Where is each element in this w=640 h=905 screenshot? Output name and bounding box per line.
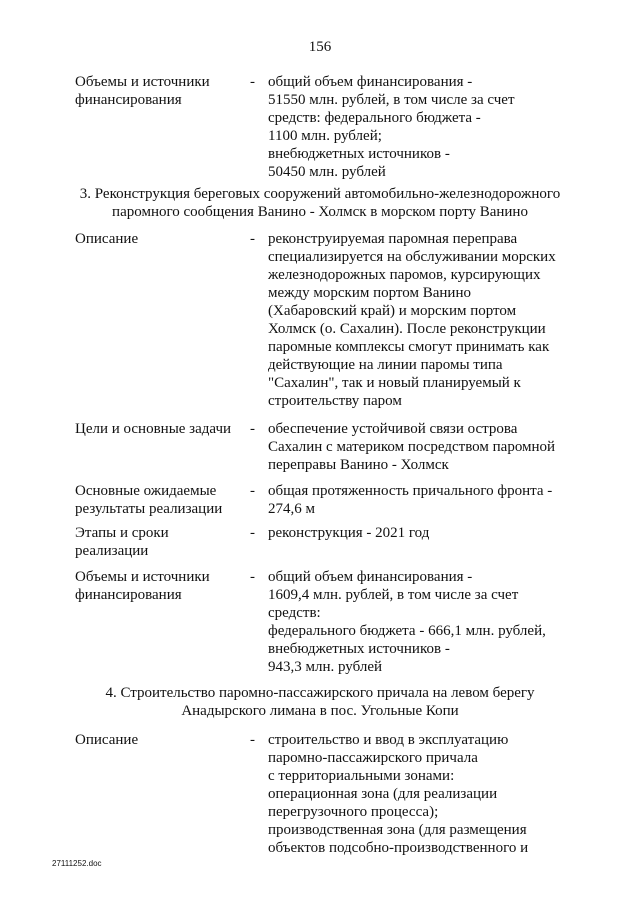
row-dash: - (250, 74, 255, 90)
label-line: реализации (75, 543, 149, 559)
row-value (268, 73, 575, 181)
label-line: Объемы и источники (75, 569, 210, 585)
document-filename: 27111252.doc (52, 859, 102, 868)
row-dash: - (250, 231, 255, 247)
financing-row (75, 568, 575, 676)
row-label (75, 524, 250, 560)
value-line: обеспечение устойчивой связи острова (268, 421, 518, 437)
value-line: реконструируемая паромная переправа (268, 231, 518, 247)
heading-line: паромного сообщения Ванино - Холмск в морском порту Ванино (112, 204, 528, 220)
row-label (75, 73, 250, 109)
value-line: "Сахалин", так и новый планируемый к (268, 375, 521, 391)
value-line: строительство и ввод в эксплуатацию (268, 732, 509, 748)
value-line: строительству паром (268, 393, 402, 409)
value-line: объектов подсобно-производственного и (268, 840, 529, 856)
row-value (268, 420, 575, 474)
description-row (75, 230, 575, 410)
row-label (75, 420, 250, 438)
value-line: 943,3 млн. рублей (268, 659, 383, 675)
goals-row (75, 420, 575, 474)
row-dash: - (250, 569, 255, 585)
value-line: перегрузочного процесса); (268, 804, 439, 820)
label-line: Этапы и сроки (75, 525, 169, 541)
stages-row (75, 524, 575, 560)
value-line: общий объем финансирования - (268, 569, 473, 585)
value-line: внебюджетных источников - (268, 641, 450, 657)
row-value (268, 524, 575, 542)
label-line: финансирования (75, 587, 182, 603)
value-line: переправы Ванино - Холмск (268, 457, 449, 473)
label-line: Описание (75, 231, 139, 247)
value-line: с территориальными зонами: (268, 768, 455, 784)
row-label (75, 731, 250, 749)
row-dash: - (250, 525, 255, 541)
value-line: операционная зона (для реализации (268, 786, 498, 802)
value-line: общая протяженность причального фронта - (268, 483, 553, 499)
label-line: Цели и основные задачи (75, 421, 232, 437)
heading-line: 4. Строительство паромно-пассажирского причала на левом берегу (105, 685, 535, 701)
value-line: 1100 млн. рублей; (268, 128, 382, 144)
label-line: результаты реализации (75, 501, 223, 517)
value-line: общий объем финансирования - (268, 74, 473, 90)
value-line: паромно-пассажирского причала (268, 750, 478, 766)
row-value (268, 230, 575, 410)
value-line: действующие на линии паромы типа (268, 357, 503, 373)
value-line: (Хабаровский край) и морским портом (268, 303, 517, 319)
value-line: федерального бюджета - 666,1 млн. рублей, (268, 623, 546, 639)
section-3-heading (0, 185, 640, 221)
heading-line: Анадырского лимана в пос. Угольные Копи (181, 703, 459, 719)
value-line: 50450 млн. рублей (268, 164, 386, 180)
section-4-heading (0, 684, 640, 720)
row-label (75, 230, 250, 248)
results-row (75, 482, 575, 518)
value-line: между морским портом Ванино (268, 285, 471, 301)
value-line: паромные комплексы смогут принимать как (268, 339, 550, 355)
value-line: средств: федерального бюджета - (268, 110, 481, 126)
value-line: 274,6 м (268, 501, 315, 517)
label-line: Основные ожидаемые (75, 483, 217, 499)
row-label (75, 482, 250, 518)
value-line: средств: (268, 605, 321, 621)
value-line: Сахалин с материком посредством паромной (268, 439, 556, 455)
row-dash: - (250, 421, 255, 437)
row-value (268, 568, 575, 676)
value-line: внебюджетных источников - (268, 146, 450, 162)
financing-row (75, 73, 575, 181)
row-dash: - (250, 732, 255, 748)
label-line: финансирования (75, 92, 182, 108)
value-line: Холмск (о. Сахалин). После реконструкции (268, 321, 546, 337)
value-line: реконструкция - 2021 год (268, 525, 430, 541)
value-line: специализируется на обслуживании морских (268, 249, 556, 265)
label-line: Описание (75, 732, 139, 748)
description-row (75, 731, 575, 857)
value-line: 51550 млн. рублей, в том числе за счет (268, 92, 515, 108)
row-value (268, 482, 575, 518)
page-number: 156 (308, 39, 332, 55)
value-line: железнодорожных паромов, курсирующих (268, 267, 541, 283)
heading-line: 3. Реконструкция береговых сооружений автомобильно-железнодорожного (79, 186, 561, 202)
value-line: 1609,4 млн. рублей, в том числе за счет (268, 587, 519, 603)
label-line: Объемы и источники (75, 74, 210, 90)
row-label (75, 568, 250, 604)
value-line: производственная зона (для размещения (268, 822, 527, 838)
row-dash: - (250, 483, 255, 499)
row-value (268, 731, 575, 857)
document-body (75, 73, 575, 857)
